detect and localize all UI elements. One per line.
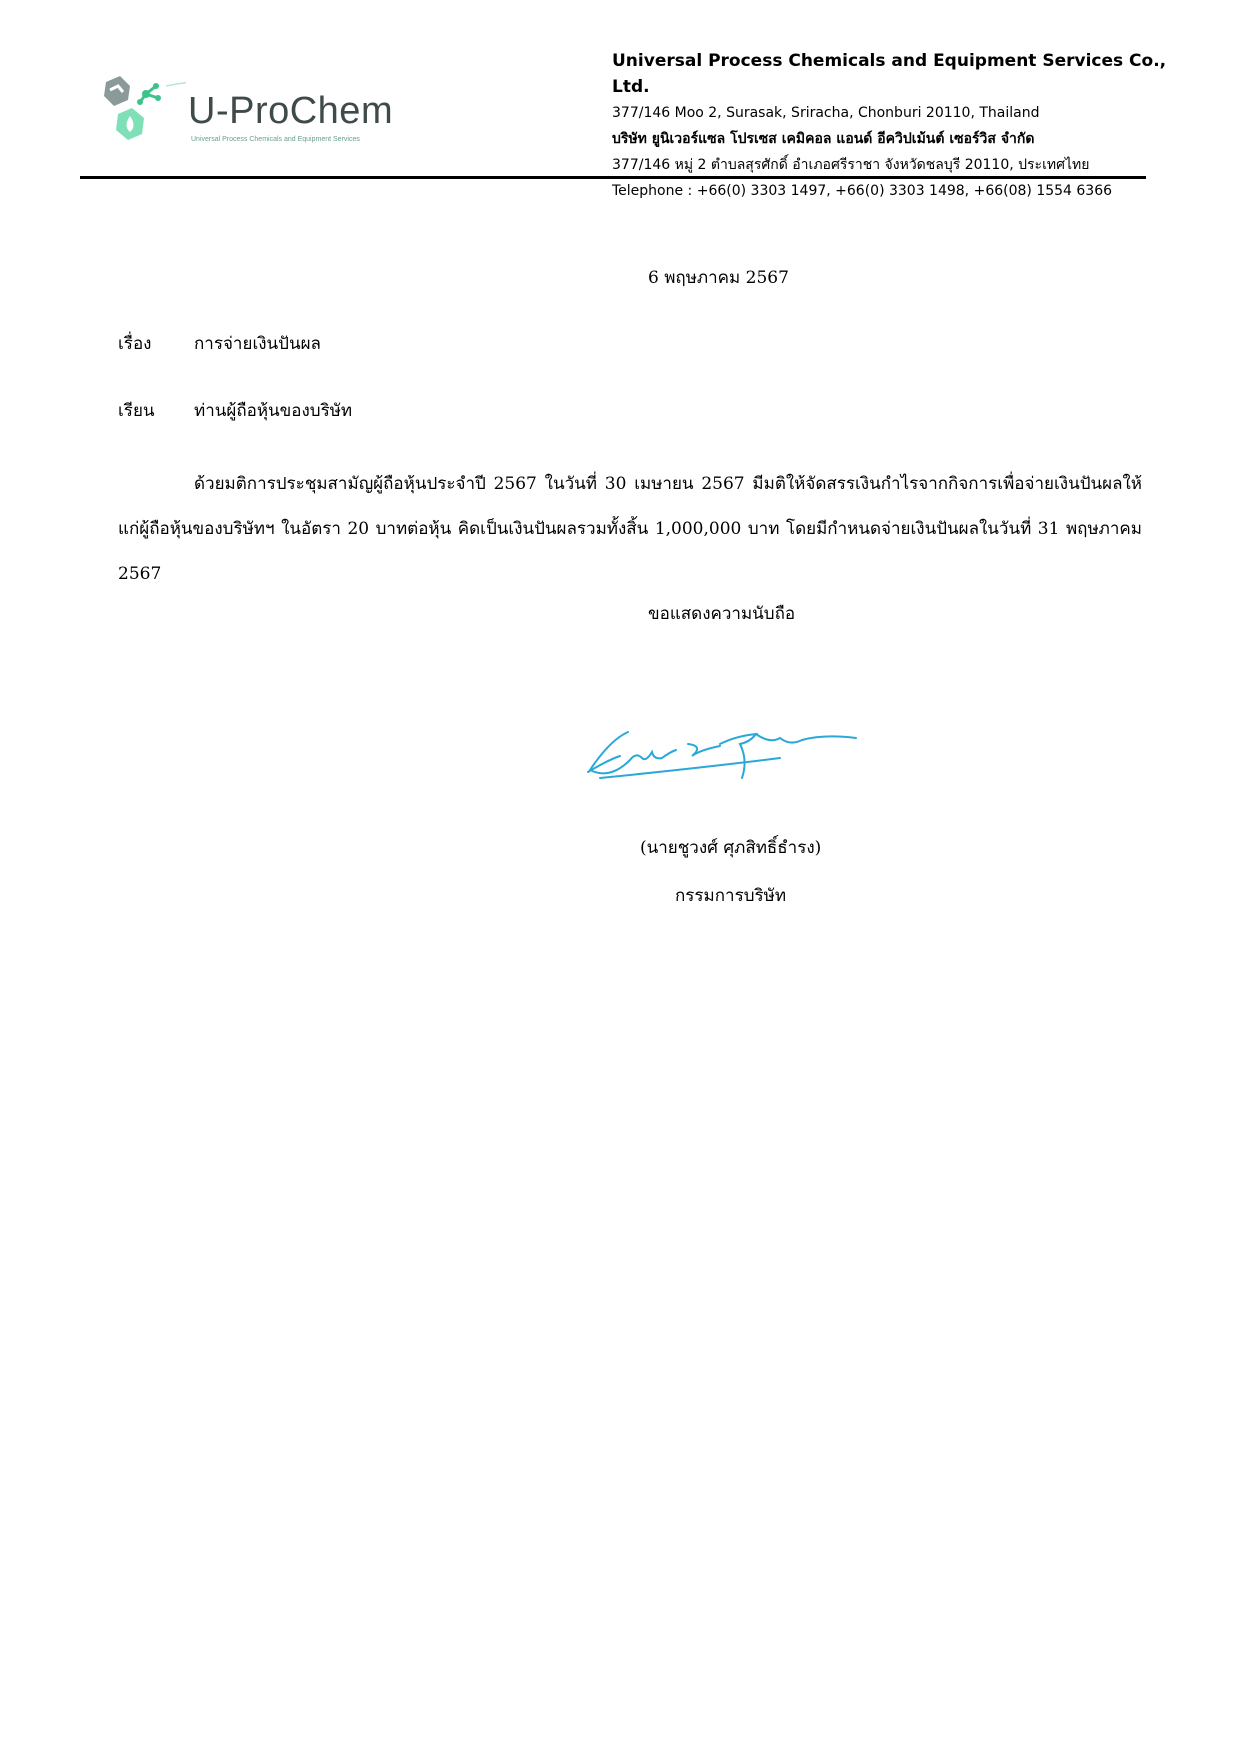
molecule-logo-icon xyxy=(96,76,186,160)
company-address-th: 377/146 หมู่ 2 ตำบลสุรศักดิ์ อำเภอศรีราชา จังหวัดชลบุรี 20110, ประเทศไทย xyxy=(612,157,1090,173)
company-address-en: 377/146 Moo 2, Surasak, Sriracha, Chonburi 20110, Thailand xyxy=(612,105,1040,121)
logo-tagline: Universal Process Chemicals and Equipment Services xyxy=(191,136,360,143)
company-logo xyxy=(96,76,416,160)
signer-position: กรรมการบริษัท xyxy=(675,886,787,906)
letter-date: 6 พฤษภาคม 2567 xyxy=(648,268,789,288)
signer-name: (นายชูวงศ์ ศุภสิทธิ์ธำรง) xyxy=(640,838,822,858)
recipient-text: ท่านผู้ถือหุ้นของบริษัท xyxy=(194,401,353,421)
company-name-en: Universal Process Chemicals and Equipment Services Co., Ltd. xyxy=(612,51,1167,97)
subject-line xyxy=(118,330,321,357)
company-telephone: Telephone : +66(0) 3303 1497, +66(0) 3303 1498, +66(08) 1554 6366 xyxy=(612,183,1113,199)
recipient-label: เรียน xyxy=(118,401,155,421)
company-info xyxy=(612,48,1172,204)
molecule-icon xyxy=(137,83,161,105)
recipient-line xyxy=(118,397,352,424)
header-divider xyxy=(80,176,1146,179)
closing-text: ขอแสดงความนับถือ xyxy=(648,604,796,624)
subject-text: การจ่ายเงินปันผล xyxy=(194,334,321,354)
logo-wordmark: U-ProChem xyxy=(188,90,394,132)
gray-hexagon-icon xyxy=(104,76,130,106)
letter-body: ด้วยมติการประชุมสามัญผู้ถือหุ้นประจำปี 2567 ในวันที่ 30 เมษายน 2567 มีมติให้จัดสรรเงินกำไรจากกิจการเพื่อจ่ายเงินปันผลให้แก่ผู้ถือหุ้นของบริษัทฯ ในอัตรา 20 บาทต่อหุ้น คิดเป็นเงินปันผลรวมทั้งสิ้น 1,000,000 บาท โดยมีกำหนดจ่ายเงินปันผลในวันที่ 31 พฤษภาคม 2567 xyxy=(118,474,1142,584)
letterhead xyxy=(0,0,1241,199)
subject-label: เรื่อง xyxy=(118,334,152,354)
signature-icon xyxy=(580,700,880,790)
company-name-th: บริษัท ยูนิเวอร์แซล โปรเซส เคมิคอล แอนด์ อีควิปเม้นต์ เซอร์วิส จำกัด xyxy=(612,131,1035,147)
